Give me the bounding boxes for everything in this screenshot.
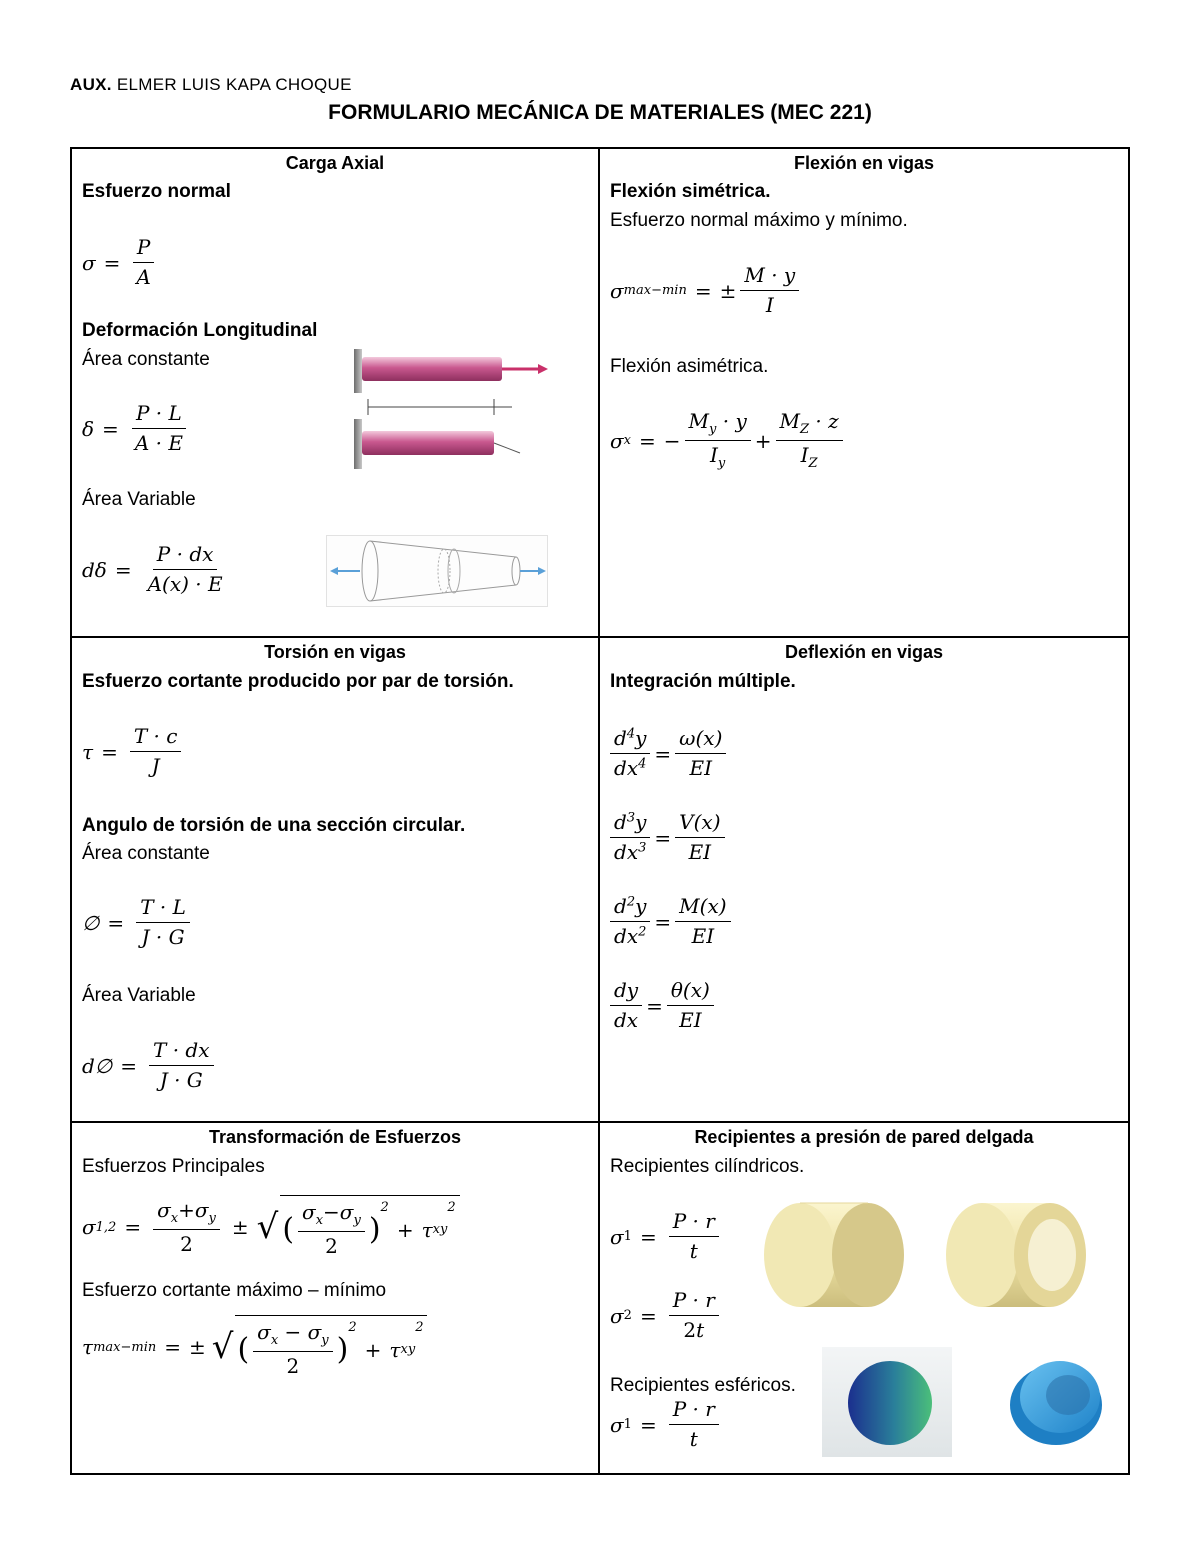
formula-twist-angle-variable: d∅ = $\frac{T \cdot dx}{J \cdot G}$ xyxy=(82,1038,218,1093)
sphere-figure xyxy=(822,1347,952,1457)
section-title: Transformación de Esfuerzos xyxy=(208,1127,462,1147)
cell-carga-axial xyxy=(72,149,598,636)
formula-fourth-derivative: $\frac{d^4y}{dx^4}$ = $\frac{\omega(x)}{EI}$ xyxy=(606,726,730,781)
page-title: FORMULARIO MECÁNICA DE MATERIALES (MEC 221) xyxy=(328,101,872,124)
formula-first-derivative: $\frac{dy}{dx}$ = $\frac{\theta(x)}{EI}$ xyxy=(606,978,718,1033)
section-title: Recipientes a presión de pared delgada xyxy=(694,1127,1034,1147)
formula-principal-stresses: σ 1,2 = $\frac{\sigma_x+\sigma_y}{2}$ ± √ ( $\frac{\sigma_x-\sigma_y}{2}$ ) $^2$ + τ xy 2 xyxy=(82,1195,460,1259)
author-prefix: AUX. xyxy=(70,75,112,94)
cell-recipientes xyxy=(600,1123,1128,1473)
cell-deflexion xyxy=(600,638,1128,1121)
formula-normal-stress: σ = $\frac{P}{A}$ xyxy=(82,235,159,290)
formula-hoop-stress: σ 1 = $\frac{P \cdot r}{t}$ xyxy=(610,1209,723,1264)
label-recipientes-esfericos: Recipientes esféricos. xyxy=(610,1375,796,1396)
label-flexion-asimetrica: Flexión asimétrica. xyxy=(610,356,769,377)
label-area-constante: Área constante xyxy=(82,349,210,370)
subtitle-angulo-torsion: Angulo de torsión de una sección circular. xyxy=(82,815,466,836)
label-esfuerzo-max-min: Esfuerzo normal máximo y mínimo. xyxy=(610,210,908,231)
label-recipientes-cilindricos: Recipientes cilíndricos. xyxy=(610,1156,805,1177)
label-cortante-max-min: Esfuerzo cortante máximo – mínimo xyxy=(82,1280,387,1301)
cell-torsion xyxy=(72,638,598,1121)
label-esfuerzos-principales: Esfuerzos Principales xyxy=(82,1156,265,1177)
formula-shear-torsion: τ = $\frac{T \cdot c}{J}$ xyxy=(82,724,185,779)
formula-asymmetric-bending: σ x = − $\frac{M_y \cdot y}{I_y}$ + $\frac{M_Z \cdot z}{I_Z}$ xyxy=(610,409,847,473)
section-title: Torsión en vigas xyxy=(264,642,406,662)
author-line xyxy=(70,75,352,95)
formula-deformation-variable: dδ = $\frac{P \cdot dx}{A(x) \cdot E}$ xyxy=(82,542,223,596)
formula-spherical-stress: σ 1 = $\frac{P \cdot r}{t}$ xyxy=(610,1397,723,1452)
formula-deformation: δ = $\frac{P \cdot L}{A \cdot E}$ xyxy=(82,401,191,456)
formula-twist-angle: ∅ = $\frac{T \cdot L}{J \cdot G}$ xyxy=(82,895,194,950)
section-title: Deflexión en vigas xyxy=(784,642,944,662)
tapered-bar-figure xyxy=(326,535,548,607)
spherical-cap-figure xyxy=(1002,1351,1108,1453)
section-title: Flexión en vigas xyxy=(793,153,935,173)
formula-bending-stress: σ max−min = ± $\frac{M \cdot y}{I}$ xyxy=(610,263,803,318)
formula-second-derivative: $\frac{d^2y}{dx^2}$ = $\frac{M(x)}{EI}$ xyxy=(606,894,735,949)
solid-cylinder-figure xyxy=(760,1195,910,1315)
label-area-variable: Área Variable xyxy=(82,985,196,1006)
label-area-variable: Área Variable xyxy=(82,489,196,510)
subtitle-deformacion: Deformación Longitudinal xyxy=(82,320,318,341)
label-area-constante: Área constante xyxy=(82,843,210,864)
formula-longitudinal-stress: σ 2 = $\frac{P \cdot r}{2t}$ xyxy=(610,1288,723,1343)
subtitle-esfuerzo-normal: Esfuerzo normal xyxy=(82,181,231,202)
formula-max-shear: τ max−min = ± √ ( $\frac{\sigma_x - \sigma_y}{2}$ ) $^2$ + τ xy 2 xyxy=(82,1315,427,1379)
author-name: ELMER LUIS KAPA CHOQUE xyxy=(116,75,352,94)
subtitle-integracion-multiple: Integración múltiple. xyxy=(610,671,796,692)
cell-transformacion xyxy=(72,1123,598,1473)
section-title: Carga Axial xyxy=(285,153,385,173)
hollow-cylinder-figure xyxy=(942,1195,1092,1315)
axial-bar-figure xyxy=(352,345,552,471)
formula-third-derivative: $\frac{d^3y}{dx^3}$ = $\frac{V(x)}{EI}$ xyxy=(606,810,729,865)
cell-flexion xyxy=(600,149,1128,636)
subtitle-esfuerzo-cortante: Esfuerzo cortante producido por par de torsión. xyxy=(82,671,514,692)
subtitle-flexion-simetrica: Flexión simétrica. xyxy=(610,181,771,202)
